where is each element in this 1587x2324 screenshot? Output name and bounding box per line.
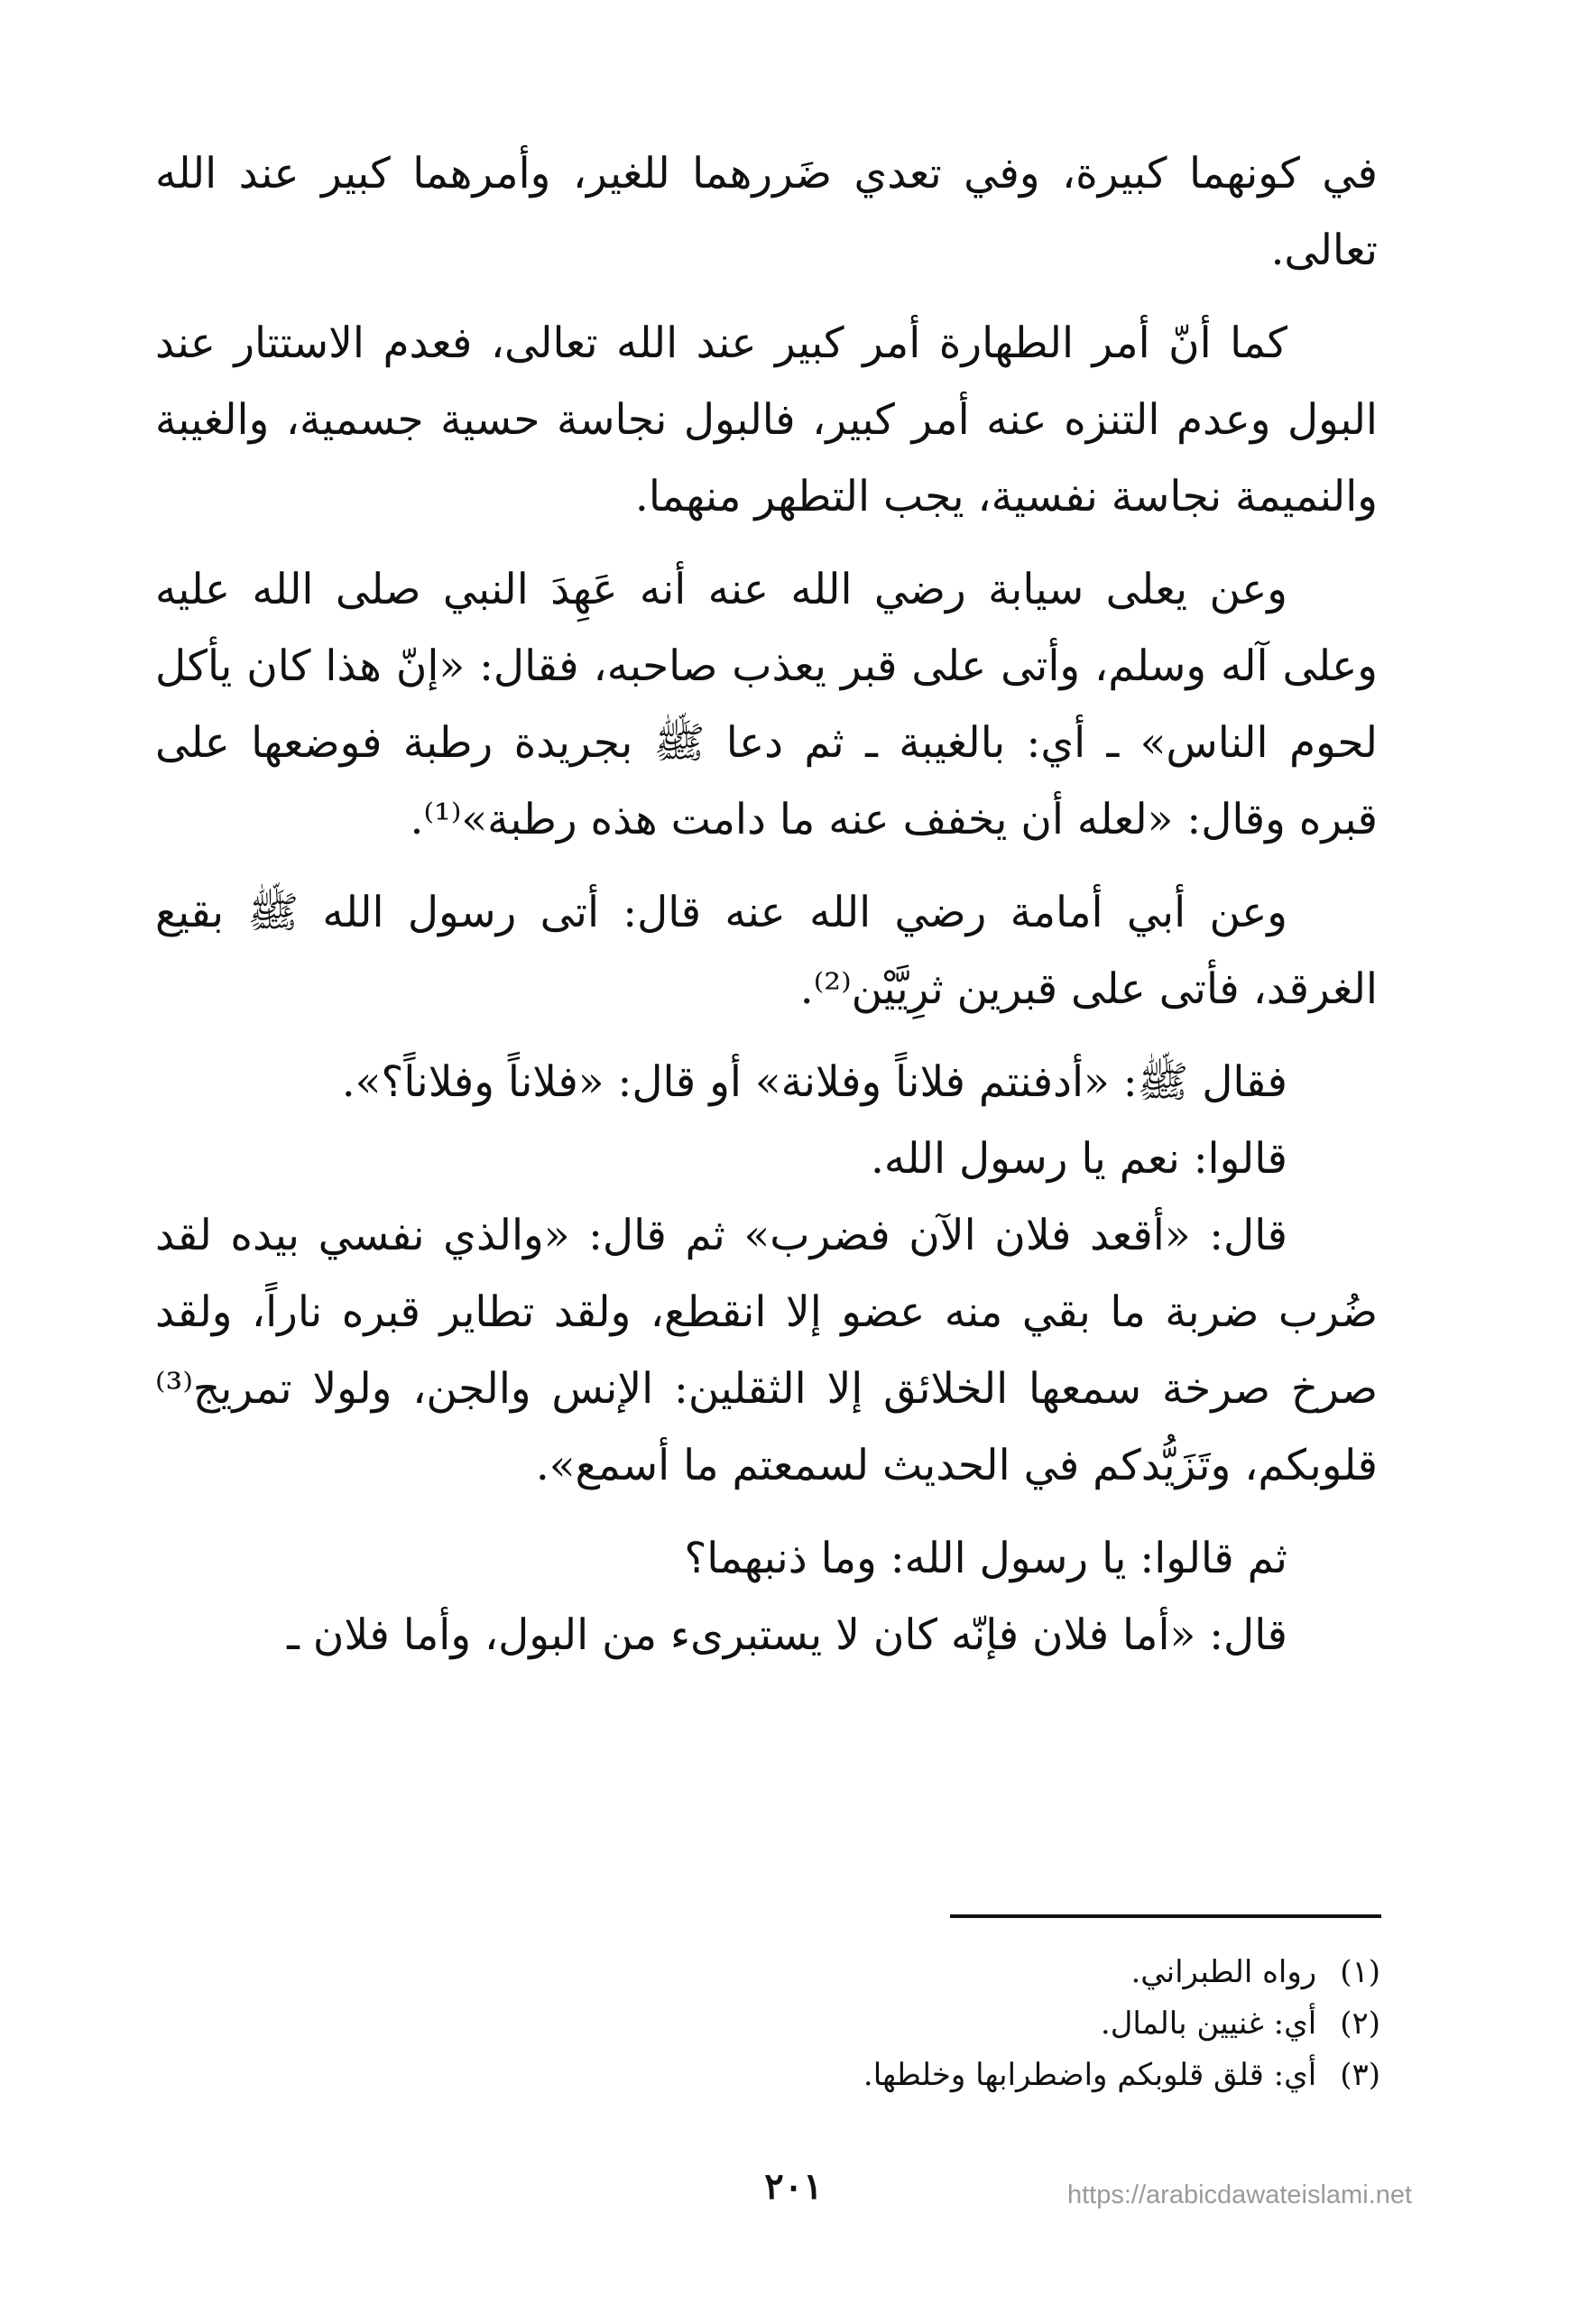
- footnote-text: أي: قلق قلوبكم واضطرابها وخلطها.: [863, 2057, 1317, 2093]
- footnote-text: أي: غنيين بالمال.: [1100, 2006, 1317, 2042]
- paragraph-3: وعن يعلى سيابة رضي الله عنه أنه عَهِدَ النبي صلى الله عليه وعلى آله وسلم، وأتى على قبر يعذب صاحبه، فقال: «إنّ هذا كان يأكل لحوم الناس» ـ أي: بالغيبة ـ ثم دعا ﷺ بجريدة رطبة فوضعها على قبره وقال: «لعله أن يخفف عنه ما دامت هذه رطبة»⁽¹⁾.: [155, 565, 1378, 844]
- footnote-number: (١): [1340, 1954, 1380, 1990]
- footnote-text: رواه الطبراني.: [1130, 1954, 1317, 1990]
- paragraph-2: كما أنّ أمر الطهارة أمر كبير عند الله تعالى، فعدم الاستتار عند البول وعدم التنزه عنه أمر كبير، فالبول نجاسة حسية جسمية، والغيبة والنميمة نجاسة نفسية، يجب التطهر منهما.: [155, 318, 1378, 521]
- paragraph-6: قالوا: نعم يا رسول الله.: [870, 1134, 1287, 1184]
- page-number: ٢٠١: [764, 2165, 823, 2208]
- watermark-url: https://arabicdawateislami.net: [1067, 2181, 1413, 2209]
- footnote-divider: [950, 1914, 1381, 1918]
- footnotes: [632, 1947, 1380, 2101]
- paragraph-5: فقال ﷺ: «أدفنتم فلاناً وفلانة» أو قال: «فلاناً وفلاناً؟».: [341, 1057, 1287, 1107]
- footnote-number: (٢): [1340, 2006, 1380, 2042]
- paragraph-4: وعن أبي أمامة رضي الله عنه قال: أتى رسول الله ﷺ بقيع الغرقد، فأتى على قبرين ثرِيَّيْن⁽²⁾.: [155, 888, 1378, 1014]
- footnote-item: [632, 1947, 1380, 1998]
- paragraph-1: في كونهما كبيرة، وفي تعدي ضَررهما للغير، وأمرهما كبير عند الله تعالى.: [155, 149, 1378, 275]
- main-text: [155, 135, 1378, 1674]
- footnote-number: (٣): [1340, 2057, 1380, 2093]
- paragraph-7: قال: «أقعد فلان الآن فضرب» ثم قال: «والذي نفسي بيده لقد ضُرب ضربة ما بقي منه عضو إلا انقطع، ولقد تطاير قبره ناراً، ولقد صرخ صرخة سمعها الخلائق إلا الثقلين: الإنس والجن، ولولا تمريج⁽³⁾ قلوبكم، وتَزَيُّدكم في الحديث لسمعتم ما أسمع».: [155, 1211, 1378, 1490]
- footnote-item: [632, 1998, 1380, 2050]
- paragraph-9: قال: «أما فلان فإنّه كان لا يستبرىء من البول، وأما فلان ـ: [287, 1610, 1287, 1660]
- paragraph-8: ثم قالوا: يا رسول الله: وما ذنبهما؟: [684, 1534, 1287, 1583]
- footnote-item: [632, 2050, 1380, 2101]
